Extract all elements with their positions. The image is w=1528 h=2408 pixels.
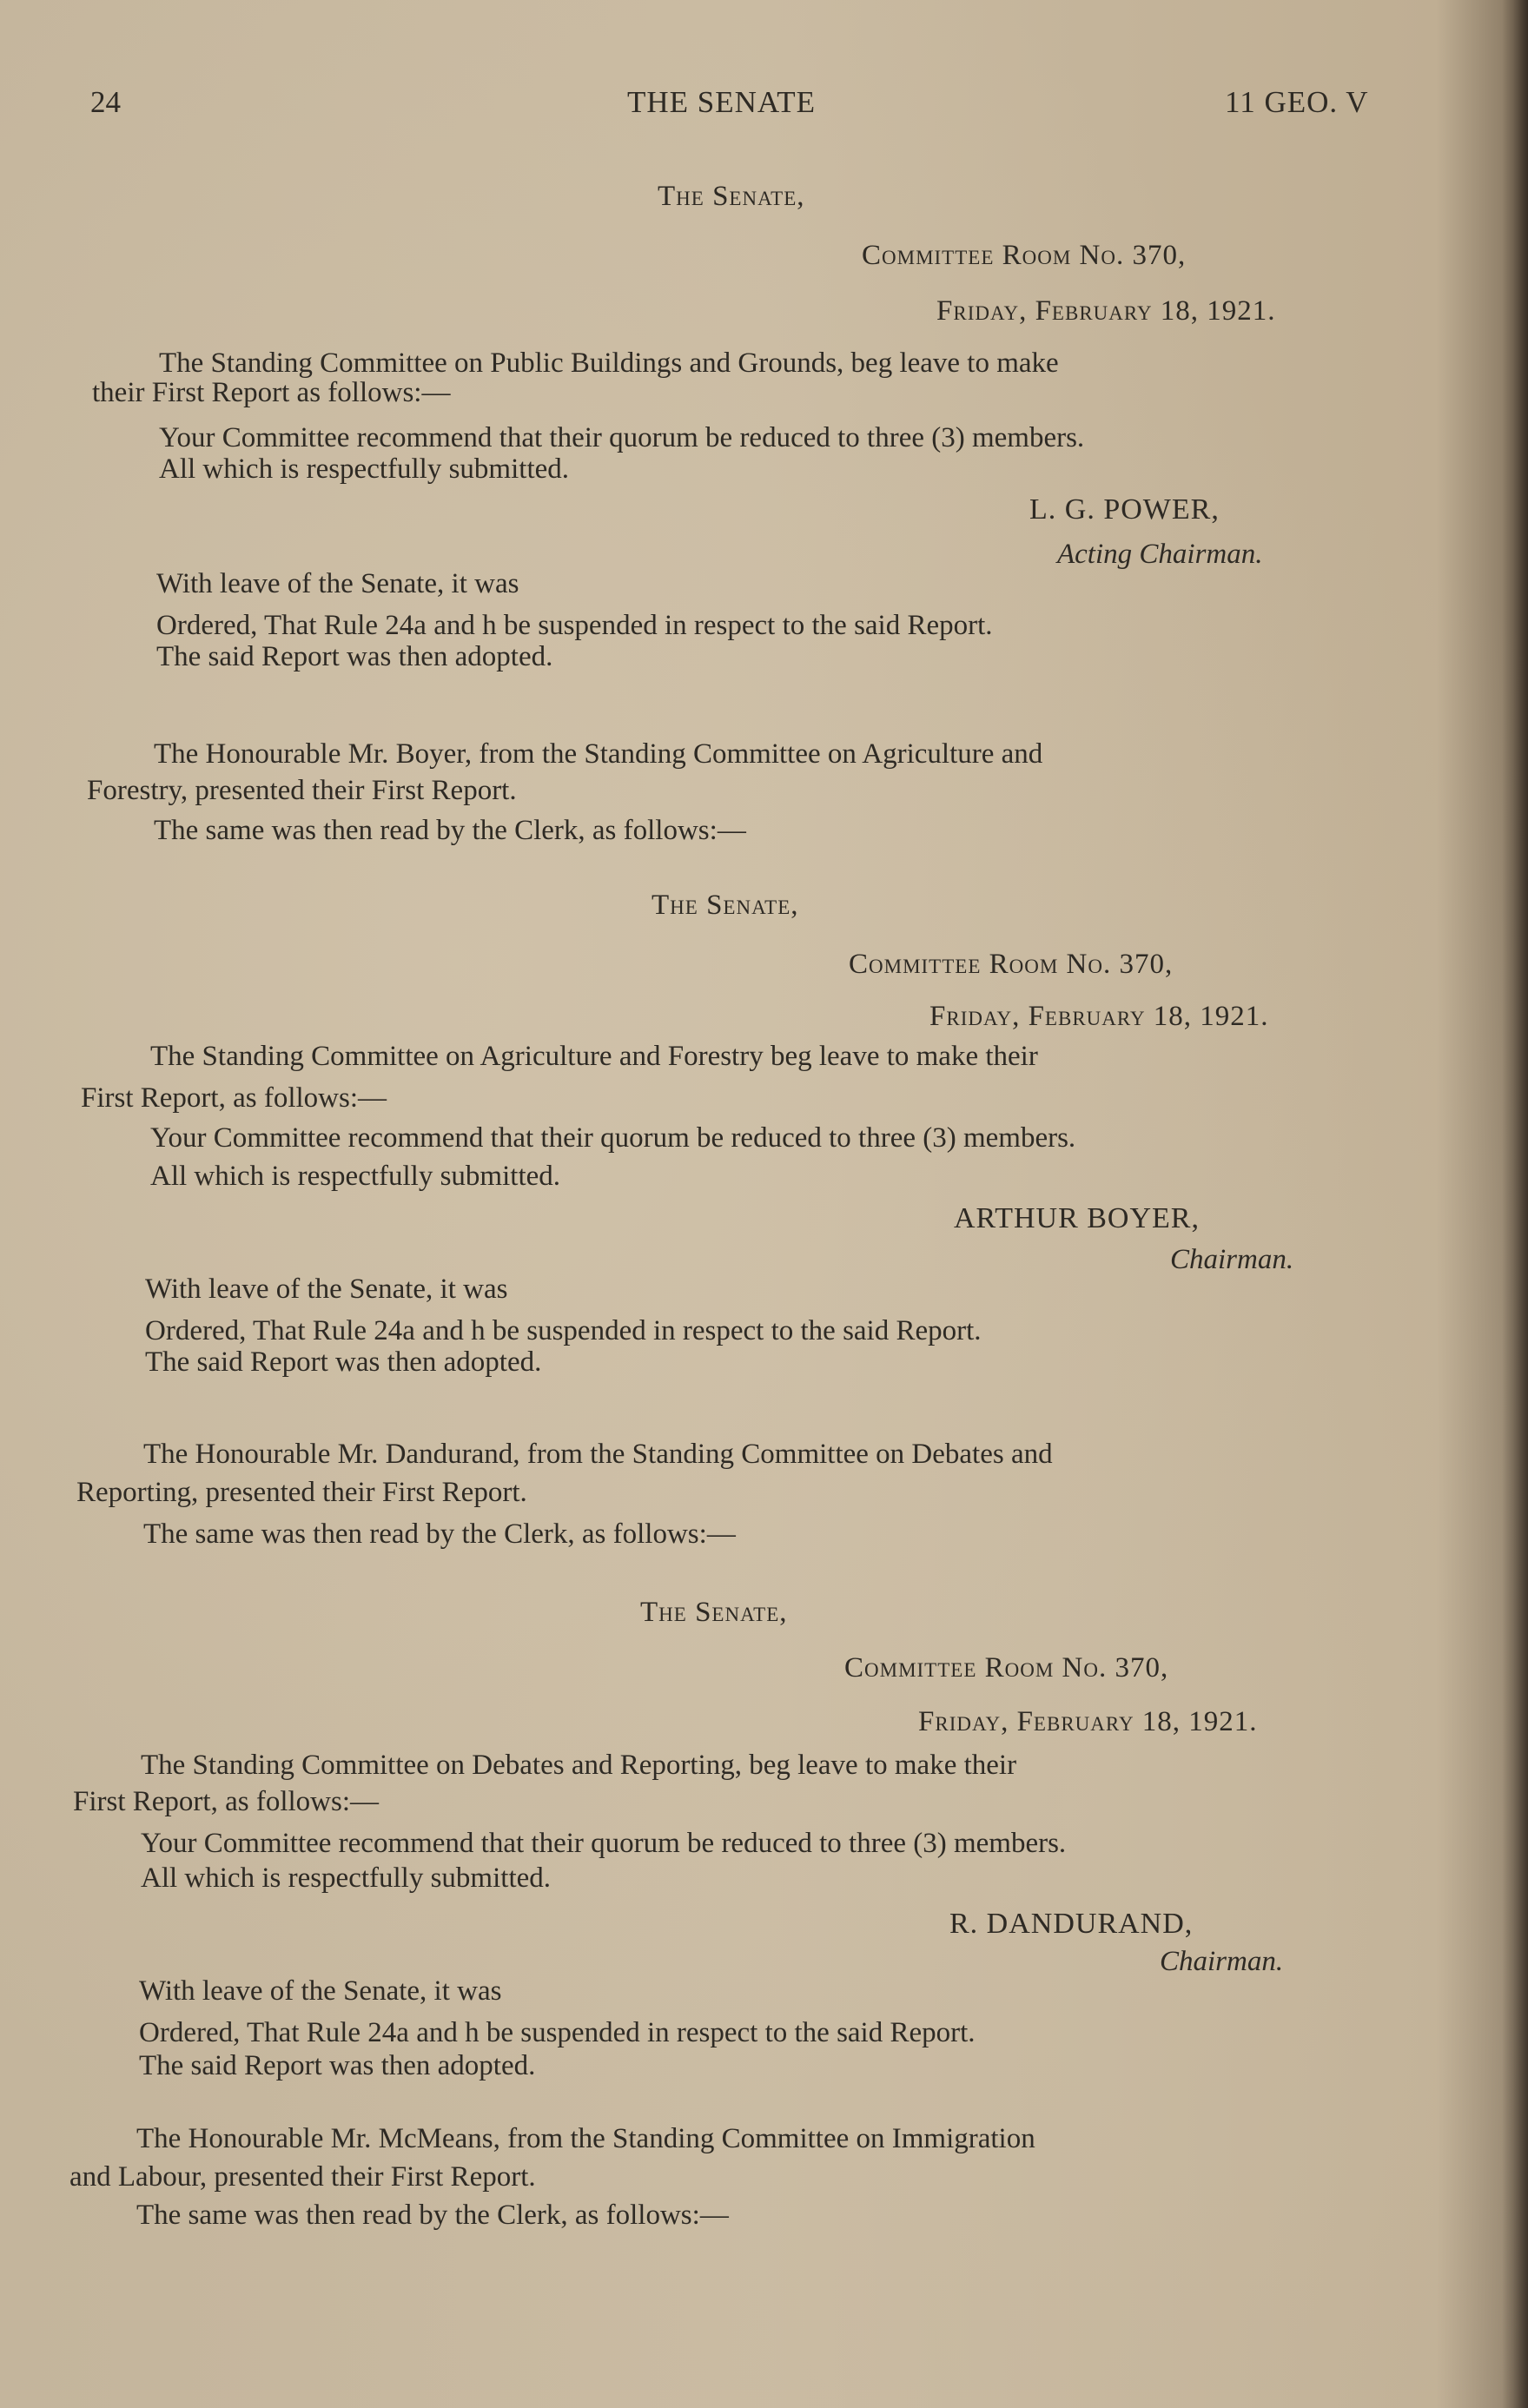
report-ordered: Ordered, That Rule 24a and h be suspended in respect to the said Report. bbox=[139, 2017, 976, 2048]
presentation-line: Forestry, presented their First Report. bbox=[87, 775, 517, 806]
report-adopted: The said Report was then adopted. bbox=[145, 1346, 542, 1378]
report-room: Committee Room No. 370, bbox=[844, 1652, 1169, 1684]
report-intro-line: their First Report as follows:— bbox=[92, 377, 451, 408]
report-leave: With leave of the Senate, it was bbox=[145, 1273, 508, 1305]
presentation-line: Reporting, presented their First Report. bbox=[76, 1477, 527, 1508]
report-ordered: Ordered, That Rule 24a and h be suspended in respect to the said Report. bbox=[156, 610, 993, 641]
report-recommendation: Your Committee recommend that their quorum be reduced to three (3) members. bbox=[150, 1122, 1076, 1154]
report-intro-line: The Standing Committee on Debates and Reporting, beg leave to make their bbox=[141, 1750, 1017, 1781]
presentation-line: The Honourable Mr. McMeans, from the Standing Committee on Immigration bbox=[136, 2123, 1035, 2154]
report-intro-line: The Standing Committee on Agriculture and Forestry beg leave to make their bbox=[150, 1041, 1038, 1072]
report-date: Friday, February 18, 1921. bbox=[918, 1706, 1258, 1737]
report-signatory: ARTHUR BOYER, bbox=[954, 1202, 1200, 1234]
binding-shadow bbox=[1502, 0, 1528, 2408]
presentation-line: The Honourable Mr. Dandurand, from the Standing Committee on Debates and bbox=[143, 1439, 1053, 1470]
report-signatory-title: Chairman. bbox=[1160, 1946, 1284, 1977]
report-adopted: The said Report was then adopted. bbox=[156, 641, 553, 672]
report-leave: With leave of the Senate, it was bbox=[139, 1975, 502, 2007]
presentation-line: The Honourable Mr. Boyer, from the Standing Committee on Agriculture and bbox=[154, 738, 1043, 770]
report-date: Friday, February 18, 1921. bbox=[929, 1001, 1269, 1032]
report-addressee: The Senate, bbox=[658, 181, 805, 212]
report-signatory-title: Acting Chairman. bbox=[1057, 539, 1263, 570]
report-signatory: R. DANDURAND, bbox=[949, 1908, 1194, 1940]
report-adopted: The said Report was then adopted. bbox=[139, 2050, 536, 2081]
report-room: Committee Room No. 370, bbox=[849, 949, 1174, 980]
report-recommendation: Your Committee recommend that their quorum be reduced to three (3) members. bbox=[141, 1828, 1067, 1859]
header-title: THE SENATE bbox=[627, 85, 817, 119]
presentation-line: The same was then read by the Clerk, as follows:— bbox=[154, 815, 746, 846]
report-intro-line: First Report, as follows:— bbox=[81, 1082, 387, 1114]
presentation-line: The same was then read by the Clerk, as follows:— bbox=[136, 2200, 729, 2231]
report-addressee: The Senate, bbox=[640, 1597, 788, 1628]
report-submitted: All which is respectfully submitted. bbox=[159, 453, 570, 485]
report-room: Committee Room No. 370, bbox=[862, 240, 1187, 271]
report-signatory: L. G. POWER, bbox=[1029, 493, 1220, 526]
report-date: Friday, February 18, 1921. bbox=[936, 295, 1276, 327]
report-recommendation: Your Committee recommend that their quorum be reduced to three (3) members. bbox=[159, 422, 1085, 453]
report-intro-line: First Report, as follows:— bbox=[73, 1786, 379, 1817]
regnal-year: 11 GEO. V bbox=[1225, 85, 1369, 119]
presentation-line: The same was then read by the Clerk, as follows:— bbox=[143, 1518, 736, 1550]
report-signatory-title: Chairman. bbox=[1170, 1244, 1294, 1275]
presentation-line: and Labour, presented their First Report. bbox=[69, 2161, 536, 2193]
report-submitted: All which is respectfully submitted. bbox=[141, 1862, 552, 1894]
running-header bbox=[0, 85, 1528, 129]
report-submitted: All which is respectfully submitted. bbox=[150, 1161, 561, 1192]
report-intro-line: The Standing Committee on Public Buildings and Grounds, beg leave to make bbox=[159, 347, 1059, 379]
page-number: 24 bbox=[90, 85, 121, 119]
report-leave: With leave of the Senate, it was bbox=[156, 568, 519, 599]
report-ordered: Ordered, That Rule 24a and h be suspended in respect to the said Report. bbox=[145, 1315, 982, 1346]
report-addressee: The Senate, bbox=[652, 890, 799, 921]
